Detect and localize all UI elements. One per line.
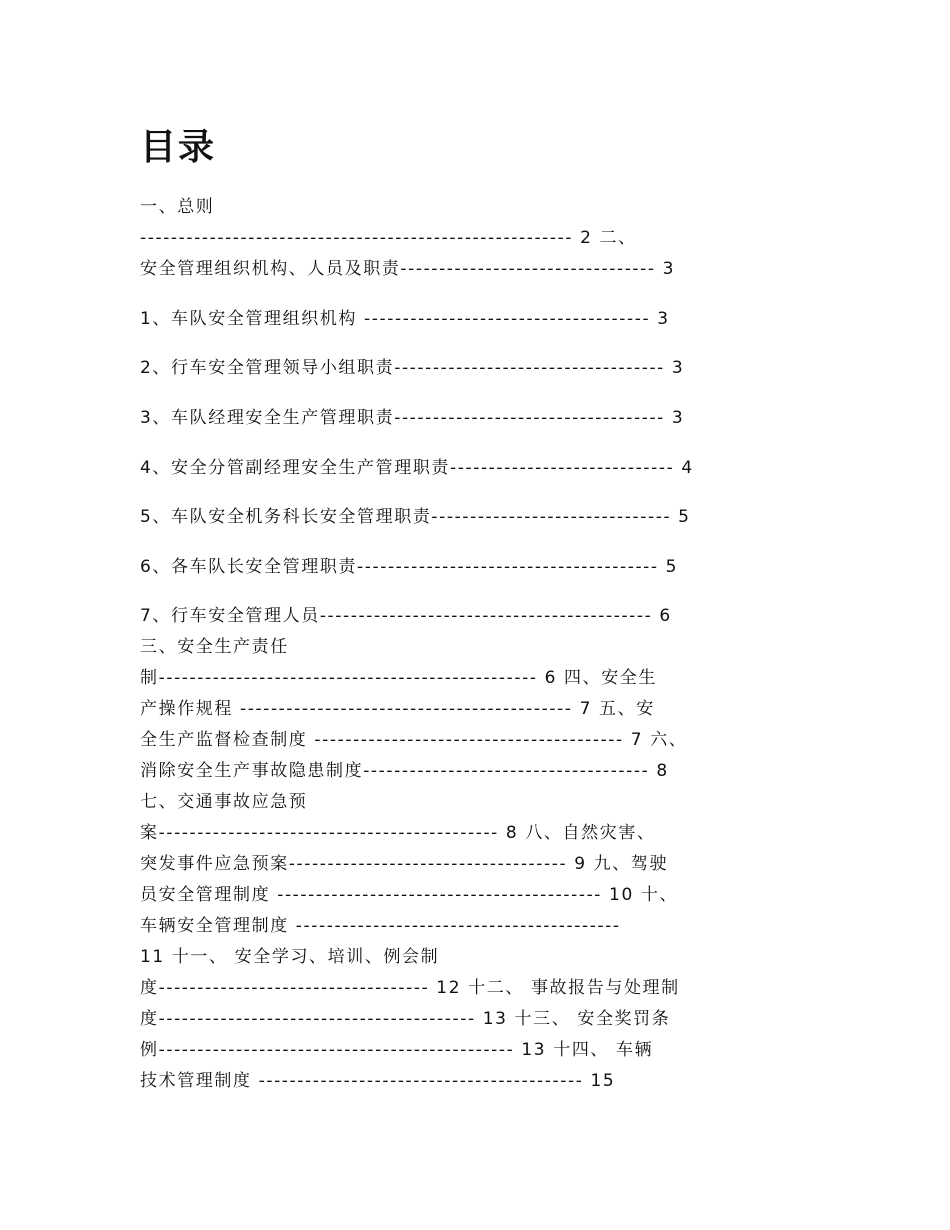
toc-line-technical-end: 技术管理制度 ------------------------------------------ 15 <box>140 1071 616 1091</box>
toc-line-1: 1、车队安全管理组织机构 ------------------------------------- 3 <box>140 309 670 329</box>
toc-line-vehicle: 车辆安全管理制度 ------------------------------------------ <box>140 916 621 936</box>
toc-line-6: 6、各车队长安全管理职责--------------------------------------- 5 <box>140 557 679 577</box>
toc-line-5: 5、车队安全机务科长安全管理职责------------------------------- 5 <box>140 507 691 527</box>
toc-line-traffic: 七、交通事故应急预 <box>140 792 308 812</box>
toc-line-accident: 度----------------------------------- 12 十二、 事故报告与处理制 <box>140 978 680 998</box>
toc-line-inspection: 全生产监督检查制度 ---------------------------------------- 7 六、 <box>140 730 688 750</box>
toc-line-plan: 案-------------------------------------------- 8 八、自然灾害、 <box>140 823 656 843</box>
toc-line-7: 7、行车安全管理人员------------------------------------------- 6 <box>140 606 672 626</box>
toc-line-hazard: 消除安全生产事故隐患制度------------------------------------- 8 <box>140 761 669 781</box>
toc-line-responsibility: 三、安全生产责任 <box>140 637 289 657</box>
toc-line-system: 制------------------------------------------------- 6 四、安全生 <box>140 668 658 688</box>
toc-line-dots: -------------------------------------------------------- 2 二、 <box>140 228 637 248</box>
toc-title: 目录 <box>140 127 217 168</box>
toc-line-2: 2、行车安全管理领导小组职责----------------------------------- 3 <box>140 358 685 378</box>
toc-line-emergency: 突发事件应急预案------------------------------------ 9 九、驾驶 <box>140 854 669 874</box>
toc-line-organization: 安全管理组织机构、人员及职责--------------------------------- 3 <box>140 259 676 279</box>
toc-line-training: 11 十一、 安全学习、培训、例会制 <box>140 947 440 967</box>
toc-line-driver: 员安全管理制度 ------------------------------------------ 10 十、 <box>140 885 679 905</box>
toc-line-operation: 产操作规程 ------------------------------------------- 7 五、安 <box>140 699 655 719</box>
toc-line-general: 一、总则 <box>140 197 215 217</box>
toc-line-reward: 度----------------------------------------- 13 十三、 安全奖罚条 <box>140 1009 671 1029</box>
toc-line-4: 4、安全分管副经理安全生产管理职责----------------------------- 4 <box>140 458 694 478</box>
toc-line-technical: 例---------------------------------------------- 13 十四、 车辆 <box>140 1040 654 1060</box>
toc-line-3: 3、车队经理安全生产管理职责----------------------------------- 3 <box>140 408 685 428</box>
